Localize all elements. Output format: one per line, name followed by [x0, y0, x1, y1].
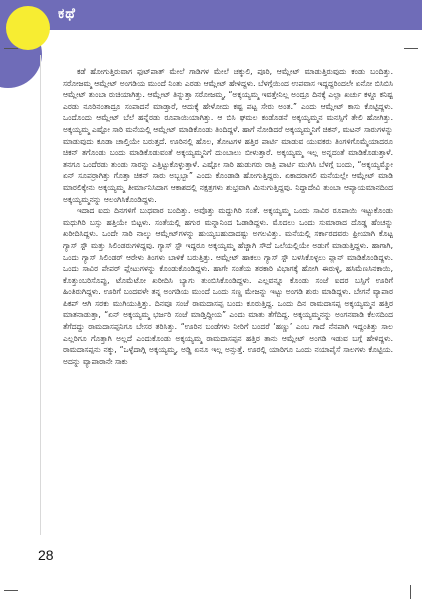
crop-mark [4, 590, 18, 591]
decorative-circle-yellow [6, 6, 50, 50]
crop-mark [410, 585, 411, 599]
paragraph: ಇದಾದ ಐದು ದಿನಗಳಿಗೆ ಬುಧವಾರ ಬಂದಿತ್ತು. ಅವೊತ್ತು ಮದ್ದುಗಿರಿ ಸಂತೆ. ಅಕ್ಕಯ್ಯಮ್ಮ ಒಂದು ಸಾವಿರ ರೂಪಾಯಿ ಇಟ್ಟುಕೊಂಡು ಮಧುಗಿರಿ ಬಸ್ಸು ಹತ್ತಿಯೇ ಬಿಟ್ಟಳು. ಸಂತೆಯಲ್ಲಿ ಹಗುರ ಮನ್ನಾನಿಂದ ಓಡಾಡಿದ್ದಳು. ಮೊದಲು ಒಂದು ಸುಮಾರಾದ ದೊಡ್ಡ ಹೆಂಚನ್ನು ಖರೀದಿಸಿದ್ದಳು. ಒಂದೇ ಸಾರಿ ನಾಲ್ಕು ಆಮ್ಲೇಟ್‌ಗಳನ್ನು ಹುಯ್ಯಬಹುದಾದಷ್ಟು ಅಗಲವಿತ್ತು. ಮನೆಯಲ್ಲಿ ಸರ್ಕಾರದವರು ಫ್ರೀಯಾಗಿ ಕೊಟ್ಟ ಗ್ಯಾಸ್ ಸ್ಟೌ ಮತ್ತು ಸಿಲಿಂಡರುಗಳಿದ್ದವು. ಗ್ಯಾಸ್ ಸ್ಟೌ ಇದ್ದರೂ ಅಕ್ಕಯ್ಯಮ್ಮ ಹೆಚ್ಚಾಗಿ ಸೌದೆ ಒಲೆಯಲ್ಲಿಯೇ ಅಡುಗೆ ಮಾಡುತ್ತಿದ್ದಳು. ಹಾಗಾಗಿ, ಒಂದು ಗ್ಯಾಸ್ ಸಿಲಿಂಡರ್ ಆರೇಳು ತಿಂಗಳು ಬಾಳಿಕೆ ಬರುತ್ತಿತ್ತು. ಆಮ್ಲೇಟ್ ಹಾಕಲು ಗ್ಯಾಸ್ ಸ್ಟೌ ಬಳಸಿಕೊಳ್ಳಲು ಪ್ಲಾನ್ ಮಾಡಿಕೊಂಡಿದ್ದಳು. ಒಂದು ಸಾವಿರ ಪೇಪರ್ ಪ್ಲೇಟುಗಳನ್ನು ಕೊಂಡುಕೊಂಡಿದ್ದಳು. ಹಾಗೇ ಸಂತೆಯ ತರಕಾರಿ ವಿಭಾಗಕ್ಕೆ ಹೋಗಿ ಈರುಳ್ಳಿ, ಹಸಿಮೆಣಸಿನಕಾಯಿ, ಕೊತ್ತುಂಬರಿಸೊಪ್ಪು, ಟೊಮೆಟೋ ಖರೀದಿಸಿ ಬ್ಯಾಗು ತುಂಬಿಸಿಕೊಂಡಿದ್ದಳು. ಎಲ್ಲವನ್ನೂ ಕೊಂಡು ಸಂಜೆ ಐದರ ಬಸ್ಸಿಗೆ ಊರಿಗೆ ಹಿಂತಿರುಗಿದ್ದಳು. ಊರಿಗೆ ಬಂದವಳೇ ತನ್ನ ಅಂಗಡಿಯ ಮುಂದೆ ಒಂದು ಸಣ್ಣ ಮೇಜನ್ನು ಇಟ್ಟು ಅಂಗಡಿ ಶುರು ಮಾಡಿದ್ದಳು. ಬೇಗನೆ ವ್ಯಾಪಾರ ಪಿಕಪ್ ಆಗಿ ಸರಕು ಮುಗಿಯುತ್ತಿತ್ತು. ದಿನವೂ ಸಂಜೆ ರಾಮದಾಸಪ್ಪ ಬಂದು ಕೂರುತ್ತಿದ್ದ. ಒಂದು ದಿನ ರಾಮದಾಸಪ್ಪ ಅಕ್ಕಯ್ಯಮ್ಮನ ಹತ್ತಿರ ಮಾತನಾಡುತ್ತಾ, “ಏನ್ ಅಕ್ಕಯ್ಯಮ್ಮ ಭರ್ಜರಿ ಸಂಜೆ ಮಾಡ್ತಿದ್ದೀಯ” ಎಂದು ಮಾತು ತೆಗೆದಿದ್ದ. ಅಕ್ಕಯ್ಯಮ್ಮನನ್ನು ಅಂಗನವಾಡಿ ಕೆಲಸದಿಂದ ತೆಗೆದದ್ದು ರಾಮದಾಸಪ್ಪನಿಗೂ ಬೇಸರ ತರಿಸಿತ್ತು. “ಊರಿನ ಬಂಡೆಗಳು ನೀರಿಗೆ ಬಂದರೆ ‘ಹಣ್ಣು’ ಎಂಬ ಗಾದೆ ನೆನಪಾಗಿ ಇದ್ದಂತಿತ್ತು ಸಾಲ ಎಲ್ಲರಿಗೂ ಗೊತ್ತಾಗಿ ಅಲ್ಲದೆ ಎಂದುಕೊಂಡು ಅಕ್ಕಯ್ಯಮ್ಮ ರಾಮದಾಸಪ್ಪನ ಹತ್ತಿರ ತಾನು ಆಮ್ಲೇಟ್ ಅಂಗಡಿ ಇಡುವ ಬಗ್ಗೆ ಹೇಳಿದ್ದಳು. ರಾಮದಾಸಪ್ಪನು ನಕ್ಕು, “ಒಳ್ಳೆದಾಗ್ಲಿ ಅಕ್ಕಯ್ಯಮ್ಮ, ಅಡ್ಡಿ ಏನೂ ಇಲ್ಲ ಅನ್ಸುತ್ತೆ. ಊರಲ್ಲಿ ಯಾರಿಗೂ ಒಂದು ನಯಾಪೈಸೆ ಸಾಲಗಳು ಕೊಟ್ಟಿಯ. ಅದನ್ನು ವ್ಯಾಪಾರಾನೇ ಸಾಕು [63, 206, 393, 366]
crop-mark [404, 48, 418, 49]
paragraph: ಕಡೆ ಹೋಗುತ್ತಿರುವಾಗ ಫುಟ್‌ಪಾತ್ ಮೇಲೆ ಗಾಡಿಗಳ ಮೇಲೆ ಚಕ್ಕುಲಿ, ಪೂರಿ, ಆಮ್ಲೇಟ್ ಮಾಡುತ್ತಿರುವುದು ಕಂಡು ಬಂದಿತ್ತು. ಸರೋಜಮ್ಮ ಆಮ್ಲೇಟ್ ಅಂಗಡಿಯ ಮುಂದೆ ನಿಂತು ಎರಡು ಆಮ್ಲೇಟ್ ಹೇಳಿದ್ದಳು. ಬೆಳಗ್ಗೆಯಿಂದ ಉಪವಾಸ ಇದ್ದದ್ದರಿಂದಲೇ ಏನೋ ಬಿಸಿಬಿಸಿ ಆಮ್ಲೇಟ್ ತುಂಬಾ ರುಚಿಯಾಗಿತ್ತು. ಆಮ್ಲೇಟ್ ತಿನ್ನುತ್ತಾ ಸರೋಜಮ್ಮ, “ಅಕ್ಕಯ್ಯಮ್ಮ ಇವತ್ತೇನಿಲ್ಲ ಅಂದ್ರೂ ದಿನಕ್ಕೆ ಎಲ್ಲಾ ಖರ್ಚು ಕಳ್ದೂ ಕನಿಷ್ಟ ಎರಡು ನೂರಿನಂತಾದ್ರೂ ಸಂಪಾದನೆ ಮಾಡ್ತಾರೆ, ಆದುಕ್ಕೆ ಹೇಳೋದು ಕಷ್ಟ ಪಟ್ಟ ಸೇರು ಅಂತ.” ಎಂದು ಆಮ್ಲೇಟ್ ಕಾಸು ಕೊಟ್ಟಿದ್ದಳು. ಒಂದೊಂದು ಆಮ್ಲೇಟ್ ಬೆಲೆ ಹನ್ನೆರಡು ರೂಪಾಯಿಯಾಗಿತ್ತು. ಆ ಬಿಸಿ ಘಮಲ ಕಂಡೊಡನೆ ಅಕ್ಕಯ್ಯಮ್ಮನ ಮನಸ್ಸಿಗೆ ತೇಲಿ ಹೋಗಿತ್ತು. ಅಕ್ಕಯ್ಯಮ್ಮ ಎಷ್ಟೋ ಸಾರಿ ಮನೆಯಲ್ಲಿ ಆಮ್ಲೇಟ್ ಮಾಡಿಕೊಂಡು ತಿಂದಿದ್ದಳೆ. ಹಾಗೆ ನೋಡಿದರೆ ಅಕ್ಕಯ್ಯಮ್ಮನಿಗೆ ಚಿಕನ್, ಮಟನ್ ಸಾರುಗಳನ್ನು ಮಾಡುವುದು ಕೂಡಾ ಚಾಲ್ತಿಯೇ ಬರುತ್ತದೆ. ಊರಿನಲ್ಲಿ ಹೊಲ, ತೋಟಗಳ ಹತ್ತಿರ ಪಾರ್ಟಿ ಮಾಡುವ ಯುವಕರು ತಿಂಗಳಿಗೊಮ್ಮೆಯಾದರೂ ಚಿಕನ್ ತಗೊಂಡು ಬಂದು ಮಾಡಿಕೊಡುವಂತೆ ಅಕ್ಕಯ್ಯಮ್ಮನಿಗೆ ದುಂಬಾಲು ಬೀಳುತ್ತಾರೆ. ಅಕ್ಕಯ್ಯಮ್ಮ ಇಲ್ಲ ಅನ್ನದಂತೆ ಮಾಡಿಕೊಡುತ್ತಾಳೆ. ತನಗೂ ಒಂದೆರಡು ತುಂಡು ಸಾರನ್ನು ಎತ್ತಿಟ್ಟುಕೊಳ್ಳುತ್ತಾಳೆ. ಎಷ್ಟೋ ಸಾರಿ ಹುಡುಗರು ರಾತ್ರಿ ಪಾರ್ಟಿ ಮುಗಿಸಿ ಬೆಳಗ್ಗೆ ಬಂದು, “ಅಕ್ಕಯ್ಯಮ್ಮೋ ಏನ್ ಸೂಪರ‍್ರಾಗಿತ್ತು ಗೊತ್ತಾ ಚಿಕನ್ ಸಾರು ಅಬ್ಬಬ್ಬಾ” ಎಂದು ಕೊಂಡಾಡಿ ಹೋಗುತ್ತಿದ್ದರು. ಏಕಾದರಾಗಲಿ ಮನೆಯಲ್ಲೇ ಆಮ್ಲೇಟ್ ಮಾಡಿ ಮಾರಲಿಕ್ಕೇನು ಅಕ್ಕಯ್ಯಮ್ಮ ತೀರ್ಮಾನಿಸಿದಾಗ ಆಕಾಶದಲ್ಲಿ ನಕ್ಷತ್ರಗಳು ಶುಭ್ರವಾಗಿ ಮಿನುಗುತ್ತಿದ್ದವು. ನಿದ್ದಾದೇವಿ ತುಂಬಾ ಆಪ್ಯಾಯಮಾನದಿಂದ ಅಕ್ಕಯ್ಯಮ್ಮನನ್ನು ಆಲಂಗಿಸಿಕೊಂಡಿದ್ದಳು. [63, 67, 393, 204]
margin-rule [40, 55, 41, 535]
article-body [63, 66, 393, 367]
section-title: ಕಥೆ [58, 6, 76, 22]
page-number: 28 [38, 547, 54, 563]
crop-mark [4, 48, 18, 49]
